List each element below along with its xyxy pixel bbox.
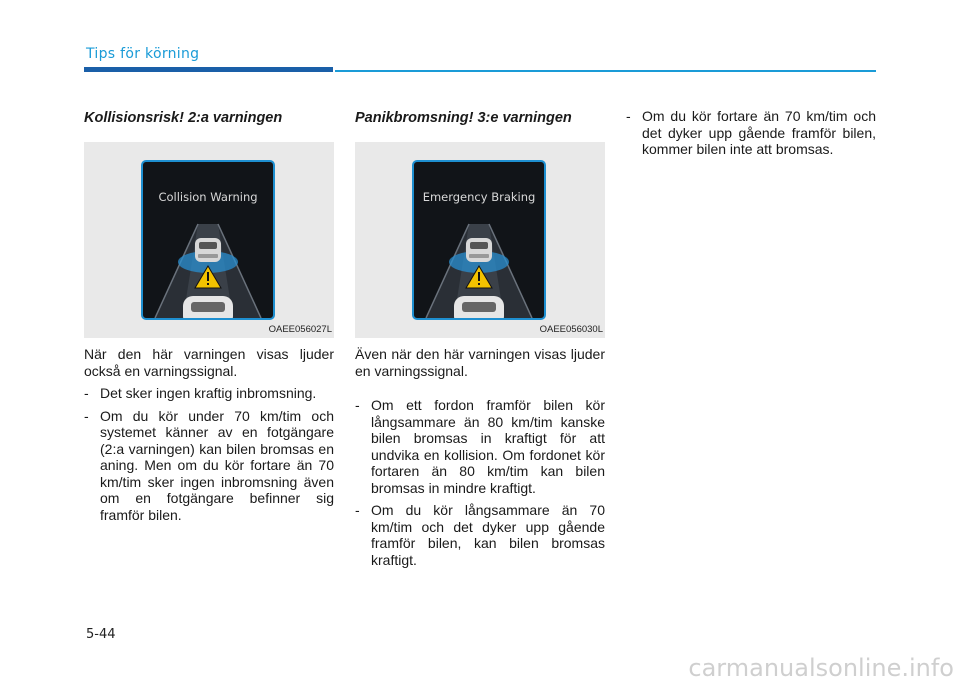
screen-label: Collision Warning [158, 190, 258, 204]
page-number: 5-44 [86, 627, 116, 642]
intro-paragraph: Även när den här varningen visas ljuder en varningssignal. [355, 346, 605, 379]
car-icon [195, 238, 221, 262]
watermark: carmanualsonline.info [688, 654, 954, 682]
section-header: Tips för körning [86, 46, 200, 62]
cluster-display [141, 160, 275, 320]
list-item: - Om ett fordon framför bilen kör långsammare än 80 km/tim kanske bilen bromsas in kraftigt för att undvika en kollision. Om fordonet kör fortaren än 80 km/tim kan bilen bromsas in mindre kraftigt. [355, 397, 605, 496]
figure-code: OAEE056030L [539, 324, 603, 335]
cluster-display [412, 160, 546, 320]
header-bar-dark [84, 67, 333, 72]
figure-emergency-braking [355, 142, 605, 338]
list-item: - Om du kör långsammare än 70 km/tim och det dyker upp gående framför bilen, kan bilen bromsas kraftigt. [355, 502, 605, 568]
list-item: - Det sker ingen kraftig inbromsning. [84, 385, 317, 401]
list-item: - Om du kör fortare än 70 km/tim och det dyker upp gående framför bilen, kommer bilen inte att bromsas. [626, 108, 876, 157]
own-car-icon [454, 296, 504, 318]
section-title: Panikbromsning! 3:e varningen [355, 110, 572, 126]
list-item: - Om du kör under 70 km/tim och systemet känner av en fotgängare (2:a varningen) kan bilen bromsas en aning. Men om du kör fortare än 70 km/tim sker ingen inbromsning även om en fotgängare befinner sig framför bilen. [84, 407, 334, 523]
figure-collision-warning [84, 142, 334, 338]
section-title: Kollisionsrisk! 2:a varningen [84, 110, 283, 126]
column-continued [626, 108, 876, 158]
car-icon [466, 238, 492, 262]
own-car-icon [183, 296, 233, 318]
road-illustration [143, 162, 273, 318]
figure-code: OAEE056027L [268, 324, 332, 335]
screen-label: Emergency Braking [422, 190, 536, 204]
header-bar-thin [335, 70, 876, 72]
column-collision-warning [84, 110, 334, 523]
intro-paragraph: När den här varningen visas ljuder också en varningssignal. [84, 346, 334, 379]
road-illustration [414, 162, 544, 318]
column-emergency-braking [355, 110, 605, 568]
